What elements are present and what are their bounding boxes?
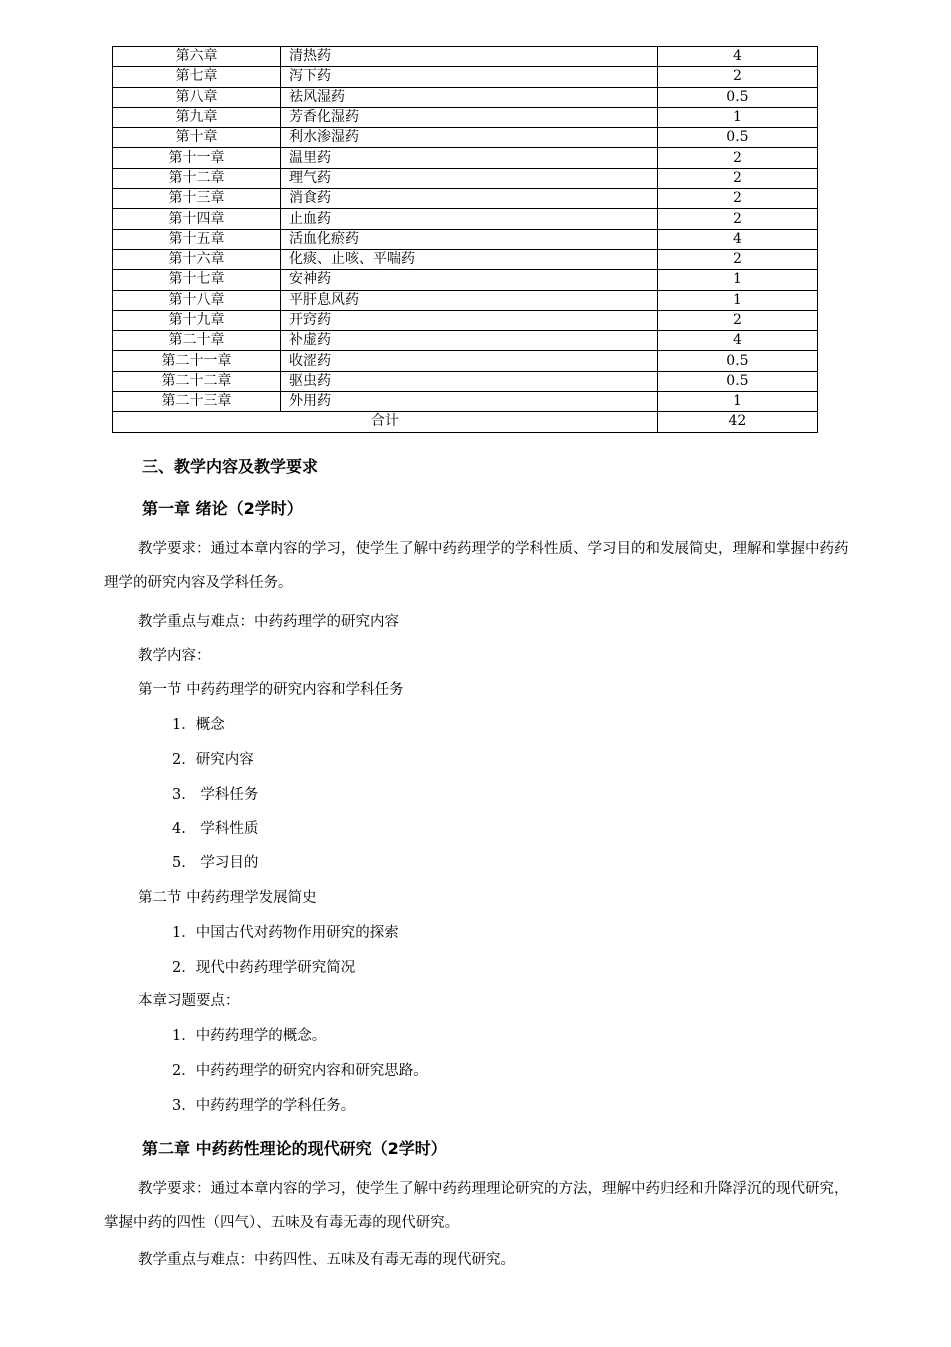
hours-cell: 1 — [657, 107, 817, 127]
hours-cell: 0.5 — [657, 128, 817, 148]
hours-cell: 1 — [657, 290, 817, 310]
chapter-cell: 第十八章 — [113, 290, 281, 310]
table-row — [113, 392, 818, 412]
hours-cell: 2 — [657, 189, 817, 209]
chapter1-heading: 第一章 绪论（2学时） — [142, 499, 303, 518]
chapter2-focus: 教学重点与难点：中药四性、五味及有毒无毒的现代研究。 — [138, 1252, 515, 1268]
chapter1-focus: 教学重点与难点：中药药理学的研究内容 — [138, 614, 399, 630]
table-row — [113, 128, 818, 148]
table-row — [113, 351, 818, 371]
title-cell: 理气药 — [281, 168, 658, 188]
table-row — [113, 229, 818, 249]
hours-cell: 1 — [657, 270, 817, 290]
section-heading: 三、教学内容及教学要求 — [142, 457, 319, 476]
hours-cell: 2 — [657, 67, 817, 87]
title-cell: 止血药 — [281, 209, 658, 229]
hours-cell: 0.5 — [657, 371, 817, 391]
chapter-cell: 第十三章 — [113, 189, 281, 209]
title-cell: 外用药 — [281, 392, 658, 412]
chapter-cell: 第十章 — [113, 128, 281, 148]
title-cell: 清热药 — [281, 47, 658, 67]
title-cell: 消食药 — [281, 189, 658, 209]
chapter-cell: 第十五章 — [113, 229, 281, 249]
chapter1-content-label: 教学内容： — [138, 648, 211, 664]
title-cell: 祛风湿药 — [281, 87, 658, 107]
hours-cell: 0.5 — [657, 87, 817, 107]
title-cell: 驱虫药 — [281, 371, 658, 391]
chapter-cell: 第十一章 — [113, 148, 281, 168]
title-cell: 利水渗湿药 — [281, 128, 658, 148]
list-item: 4. 学科性质 — [172, 821, 259, 837]
list-item: 1．中国古代对药物作用研究的探索 — [172, 925, 399, 941]
hours-cell: 0.5 — [657, 351, 817, 371]
hours-cell: 4 — [657, 47, 817, 67]
table-row — [113, 67, 818, 87]
table-row — [113, 87, 818, 107]
table-row — [113, 310, 818, 330]
list-item: 1．中药药理学的概念。 — [172, 1028, 327, 1044]
hours-cell: 4 — [657, 229, 817, 249]
title-cell: 收涩药 — [281, 351, 658, 371]
list-item: 3. 学科任务 — [172, 787, 259, 803]
table-row — [113, 148, 818, 168]
list-item: 2．现代中药药理学研究简况 — [172, 960, 356, 976]
chapter-cell: 第二十一章 — [113, 351, 281, 371]
title-cell: 安神药 — [281, 270, 658, 290]
chapter2-heading: 第二章 中药药性理论的现代研究（2学时） — [142, 1139, 447, 1158]
title-cell: 温里药 — [281, 148, 658, 168]
list-item: 2．中药药理学的研究内容和研究思路。 — [172, 1063, 428, 1079]
hours-cell: 2 — [657, 209, 817, 229]
chapter-cell: 第九章 — [113, 107, 281, 127]
total-label: 合计 — [113, 412, 658, 432]
chapter-cell: 第二十章 — [113, 331, 281, 351]
title-cell: 芳香化湿药 — [281, 107, 658, 127]
title-cell: 开窍药 — [281, 310, 658, 330]
title-cell: 泻下药 — [281, 67, 658, 87]
hours-cell: 2 — [657, 168, 817, 188]
class-hours-table — [112, 46, 818, 433]
title-cell: 化痰、止咳、平喘药 — [281, 249, 658, 269]
chapter-cell: 第二十三章 — [113, 392, 281, 412]
table-row — [113, 270, 818, 290]
chapter-cell: 第二十二章 — [113, 371, 281, 391]
title-cell: 活血化瘀药 — [281, 229, 658, 249]
table-row — [113, 189, 818, 209]
chapter-cell: 第十七章 — [113, 270, 281, 290]
table-row — [113, 249, 818, 269]
chapter-cell: 第十六章 — [113, 249, 281, 269]
table-row — [113, 107, 818, 127]
table-row — [113, 331, 818, 351]
total-row — [113, 412, 818, 432]
table-row — [113, 168, 818, 188]
hours-cell: 1 — [657, 392, 817, 412]
chapter-cell: 第六章 — [113, 47, 281, 67]
chapter2-requirement: 教学要求：通过本章内容的学习，使学生了解中药药理理论研究的方法，理解中药归经和升降浮沉的现代研究，掌握中药的四性（四气）、五味及有毒无毒的现代研究。 — [104, 1181, 849, 1231]
title-cell: 补虚药 — [281, 331, 658, 351]
list-item: 1．概念 — [172, 717, 225, 733]
hours-cell: 2 — [657, 249, 817, 269]
table-row — [113, 209, 818, 229]
chapter-cell: 第十九章 — [113, 310, 281, 330]
table-row — [113, 290, 818, 310]
chapter-cell: 第七章 — [113, 67, 281, 87]
chapter-cell: 第十四章 — [113, 209, 281, 229]
total-value: 42 — [657, 412, 817, 432]
table-row — [113, 371, 818, 391]
title-cell: 平肝息风药 — [281, 290, 658, 310]
list-item: 2．研究内容 — [172, 752, 254, 768]
chapter1-requirement: 教学要求：通过本章内容的学习，使学生了解中药药理学的学科性质、学习目的和发展简史，理解和掌握中药药理学的研究内容及学科任务。 — [104, 541, 849, 591]
chapter1-exercise-label: 本章习题要点： — [138, 993, 240, 1009]
chapter1-section2-title: 第二节 中药药理学发展简史 — [138, 890, 317, 906]
list-item: 3．中药药理学的学科任务。 — [172, 1098, 356, 1114]
table-row — [113, 47, 818, 67]
chapter-cell: 第十二章 — [113, 168, 281, 188]
list-item: 5. 学习目的 — [172, 855, 259, 871]
hours-cell: 2 — [657, 310, 817, 330]
chapter1-section1-title: 第一节 中药药理学的研究内容和学科任务 — [138, 682, 404, 698]
hours-cell: 2 — [657, 148, 817, 168]
chapter-cell: 第八章 — [113, 87, 281, 107]
hours-cell: 4 — [657, 331, 817, 351]
